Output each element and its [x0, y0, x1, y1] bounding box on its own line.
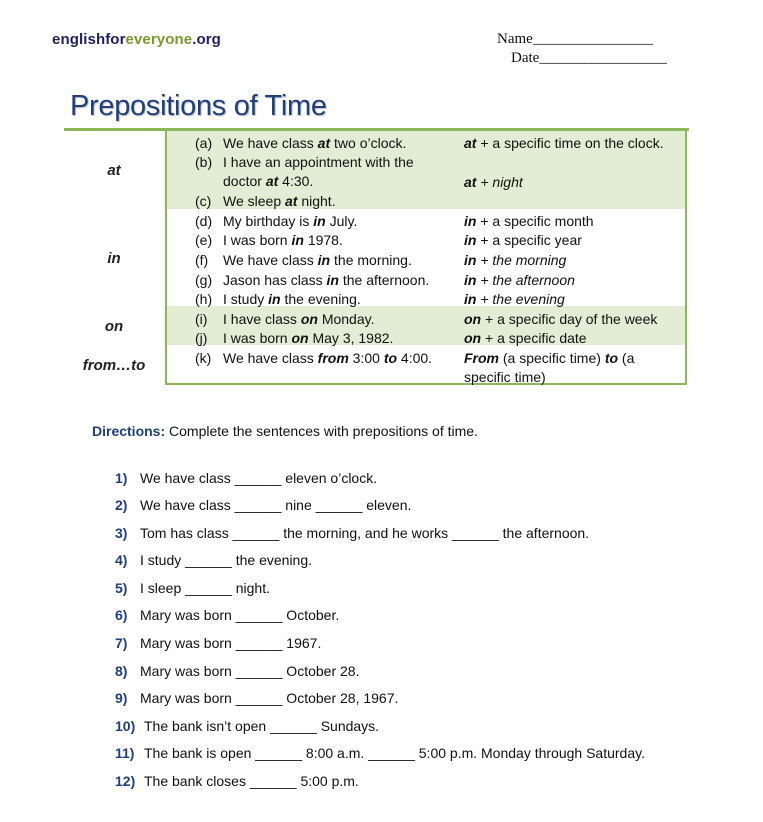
rule-keyword: From [464, 350, 499, 366]
table-rule-row [464, 134, 664, 152]
table-rule-row [464, 310, 657, 328]
site-logo-part: .org [192, 31, 221, 48]
site-logo[interactable] [52, 31, 221, 48]
example-text: the morning. [330, 252, 412, 268]
rule-keyword: at [464, 174, 477, 190]
example-text: Monday. [317, 311, 375, 327]
preposition-highlight: on [300, 311, 318, 327]
question-item [115, 718, 379, 734]
rule-keyword: in [464, 213, 477, 229]
example-text: I was born [223, 232, 292, 248]
table-rule-row [464, 368, 546, 386]
example-label: (i) [195, 311, 208, 327]
rule-keyword: to [604, 350, 619, 366]
example-text: We have class [223, 135, 318, 151]
question-number: 9) [115, 690, 128, 706]
rule-text: (a [618, 350, 635, 366]
example-text: 3:00 [348, 350, 384, 366]
preposition-highlight: in [291, 232, 304, 248]
site-logo-part: everyone [125, 31, 193, 48]
question-text: Tom has class ______ the morning, and he works ______ the afternoon. [140, 525, 590, 541]
question-item [115, 663, 359, 679]
example-text: I was born [223, 330, 292, 346]
example-text: 1978. [303, 232, 343, 248]
date-line: Date_________________ [511, 50, 667, 66]
rule-keyword: in [464, 272, 477, 288]
example-label: (b) [195, 154, 213, 170]
table-rule-row [464, 251, 566, 269]
preposition-highlight: in [313, 213, 326, 229]
example-text: July. [325, 213, 358, 229]
example-text: We have class [223, 252, 318, 268]
example-label: (g) [195, 272, 213, 288]
table-rule-row [464, 290, 565, 308]
rule-text: + a specific day of the week [481, 311, 658, 327]
question-item [115, 497, 411, 513]
example-text: doctor [223, 173, 266, 189]
question-number: 4) [115, 552, 128, 568]
rule-text: + the evening [476, 291, 565, 307]
preposition-highlight: at [317, 135, 331, 151]
preposition-highlight: to [383, 350, 398, 366]
question-item [115, 525, 589, 541]
prep-at: at [107, 162, 121, 179]
question-number: 2) [115, 497, 128, 513]
example-label: (k) [195, 350, 212, 366]
question-text: Mary was born ______ 1967. [140, 635, 322, 651]
question-number: 10) [115, 718, 136, 734]
question-text: Mary was born ______ October. [140, 607, 340, 623]
question-text: I study ______ the evening. [140, 552, 313, 568]
table-example-row [195, 251, 412, 269]
table-example-row [195, 172, 313, 190]
question-text: Mary was born ______ October 28. [140, 663, 360, 679]
question-number: 5) [115, 580, 128, 596]
rule-keyword: in [464, 232, 477, 248]
table-rule-row [464, 173, 523, 191]
preposition-highlight: on [291, 330, 309, 346]
rule-keyword: on [464, 311, 482, 327]
rule-keyword: in [464, 291, 477, 307]
question-item [115, 580, 270, 596]
question-number: 1) [115, 470, 128, 486]
question-item [115, 690, 398, 706]
table-example-row [195, 329, 393, 347]
preposition-highlight: from [317, 350, 349, 366]
table-example-row [195, 310, 374, 328]
prep-in: in [107, 250, 121, 267]
table-example-row [195, 153, 414, 171]
preposition-highlight: at [285, 193, 298, 209]
example-text: 4:00. [397, 350, 433, 366]
directions-text: Complete the sentences with prepositions of time. [165, 423, 478, 439]
prep-from-to: from…to [82, 357, 146, 374]
table-rule-row [464, 349, 634, 367]
example-text: We sleep [223, 193, 285, 209]
rule-text: + a specific date [481, 330, 587, 346]
table-example-row [195, 192, 336, 210]
question-item [115, 470, 377, 486]
question-number: 11) [115, 745, 135, 761]
rule-keyword: at [464, 135, 477, 151]
table-rule-row [464, 329, 587, 347]
example-label: (d) [195, 213, 213, 229]
rule-keyword: on [464, 330, 482, 346]
rule-text: + night [476, 174, 523, 190]
example-text: two o’clock. [330, 135, 407, 151]
rule-text: + a specific time on the clock. [476, 135, 664, 151]
rule-text: (a specific time) [499, 350, 605, 366]
example-label: (f) [195, 252, 209, 268]
example-text: the afternoon. [338, 272, 430, 288]
example-text: 4:30. [278, 173, 314, 189]
question-text: The bank is open ______ 8:00 a.m. ______ 5:00 p.m. Monday through Saturday. [144, 745, 645, 761]
rule-text: + the afternoon [476, 272, 575, 288]
rule-keyword: in [464, 252, 477, 268]
directions-label: Directions: [92, 423, 166, 439]
example-text: the evening. [280, 291, 361, 307]
preposition-highlight: at [265, 173, 279, 189]
question-text: I sleep ______ night. [140, 580, 270, 596]
table-example-row [195, 134, 406, 152]
example-text: We have class [223, 350, 318, 366]
table-example-row [195, 231, 343, 249]
question-item [115, 635, 321, 651]
question-item [115, 745, 645, 761]
preposition-highlight: in [317, 252, 331, 268]
example-label: (h) [195, 291, 213, 307]
question-number: 8) [115, 663, 128, 679]
question-text: The bank closes ______ 5:00 p.m. [144, 773, 359, 789]
rule-text: + a specific month [476, 213, 594, 229]
table-example-row [195, 271, 429, 289]
question-text: We have class ______ eleven o’clock. [140, 470, 378, 486]
table-rule-row [464, 231, 582, 249]
example-text: night. [297, 193, 336, 209]
question-number: 6) [115, 607, 128, 623]
example-text: Jason has class [223, 272, 327, 288]
example-text: My birthday is [223, 213, 314, 229]
example-label: (c) [195, 193, 212, 209]
question-number: 12) [115, 773, 136, 789]
example-label: (e) [195, 232, 213, 248]
table-rule-row [464, 212, 594, 230]
question-text: We have class ______ nine ______ eleven. [140, 497, 412, 513]
rule-text: specific time) [464, 369, 546, 385]
example-text: May 3, 1982. [308, 330, 394, 346]
table-example-row [195, 290, 361, 308]
page-title: Prepositions of Time [70, 90, 327, 122]
example-label: (a) [195, 135, 213, 151]
question-item [115, 773, 359, 789]
table-rule-row [464, 271, 575, 289]
example-label: (j) [195, 330, 208, 346]
example-text: I study [223, 291, 269, 307]
question-text: Mary was born ______ October 28, 1967. [140, 690, 399, 706]
preposition-highlight: in [268, 291, 281, 307]
question-number: 7) [115, 635, 128, 651]
example-text: I have class [223, 311, 301, 327]
question-item [115, 552, 312, 568]
table-example-row [195, 349, 432, 367]
question-item [115, 607, 339, 623]
question-text: The bank isn’t open ______ Sundays. [144, 718, 380, 734]
site-logo-part: englishfor [52, 31, 126, 48]
directions [92, 423, 478, 439]
prep-on: on [104, 318, 124, 335]
preposition-highlight: in [326, 272, 339, 288]
name-line: Name________________ [497, 31, 653, 47]
rule-text: + the morning [476, 252, 567, 268]
table-example-row [195, 212, 357, 230]
example-text: I have an appointment with the [223, 154, 414, 170]
question-number: 3) [115, 525, 128, 541]
rule-text: + a specific year [476, 232, 582, 248]
